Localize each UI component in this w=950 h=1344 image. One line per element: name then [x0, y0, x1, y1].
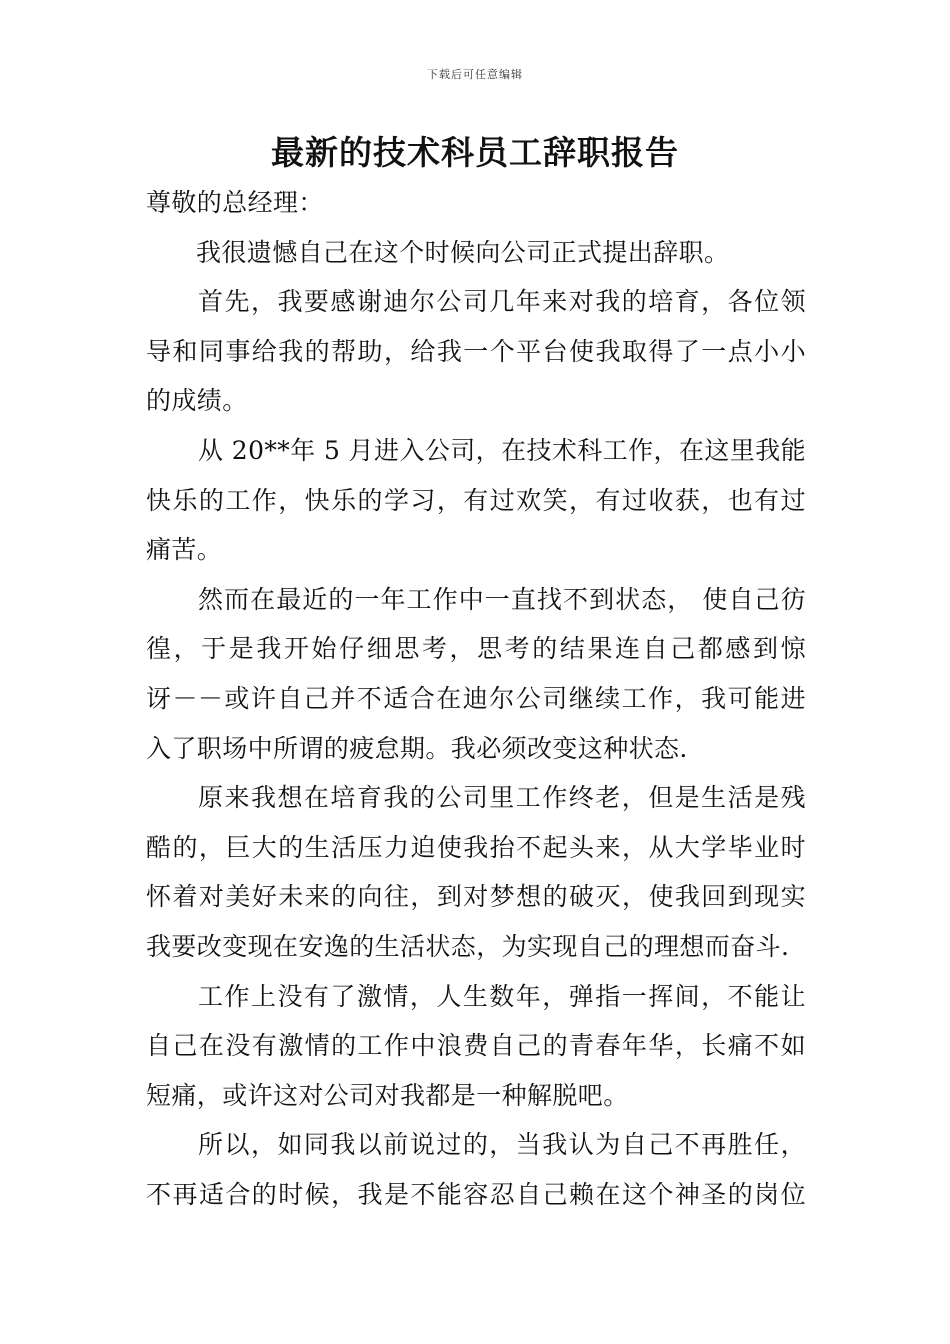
paragraph-line: 讶－－或许自己并不适合在迪尔公司继续工作，我可能进	[146, 683, 806, 713]
paragraph-line: 首先，我要感谢迪尔公司几年来对我的培育，各位领	[198, 287, 806, 317]
paragraph-line: 痛苦。	[146, 535, 223, 565]
paragraph-line: 所以，如同我以前说过的，当我认为自己不再胜任，	[198, 1130, 806, 1160]
paragraph-line: 我要改变现在安逸的生活状态，为实现自己的理想而奋斗.	[146, 931, 790, 961]
paragraph-line: 然而在最近的一年工作中一直找不到状态， 使自己彷	[198, 584, 806, 614]
paragraph-line: 自己在没有激情的工作中浪费自己的青春年华，长痛不如	[146, 1031, 806, 1061]
paragraph-line: 我很遗憾自己在这个时候向公司正式提出辞职。	[196, 237, 730, 267]
document-title: 最新的技术科员工辞职报告	[271, 133, 679, 172]
paragraph-line: 的成绩。	[146, 386, 248, 416]
header-note: 下载后可任意编辑	[427, 68, 523, 81]
paragraph-line: 导和同事给我的帮助，给我一个平台使我取得了一点小小	[146, 336, 806, 366]
paragraph-line: 短痛，或许这对公司对我都是一种解脱吧。	[146, 1080, 629, 1110]
salutation: 尊敬的总经理：	[146, 188, 324, 217]
letter-body	[146, 178, 806, 1219]
paragraph-line: 酷的，巨大的生活压力迫使我抬不起头来，从大学毕业时	[146, 832, 806, 862]
paragraph-line: 不再适合的时候，我是不能容忍自己赖在这个神圣的岗位	[146, 1179, 806, 1209]
paragraph-line: 工作上没有了激情，人生数年，弹指一挥间，不能让	[198, 981, 806, 1011]
paragraph-line: 怀着对美好未来的向往，到对梦想的破灭，使我回到现实	[146, 882, 806, 912]
paragraph-line: 从 20**年 5 月进入公司，在技术科工作，在这里我能	[198, 435, 806, 465]
paragraph-line: 原来我想在培育我的公司里工作终老，但是生活是残	[198, 783, 806, 813]
paragraph-line: 徨，于是我开始仔细思考，思考的结果连自己都感到惊	[146, 634, 806, 664]
paragraph-line: 快乐的工作，快乐的学习，有过欢笑，有过收获，也有过	[146, 485, 806, 515]
paragraph-line: 入了职场中所谓的疲怠期。我必须改变这种状态.	[146, 733, 688, 763]
